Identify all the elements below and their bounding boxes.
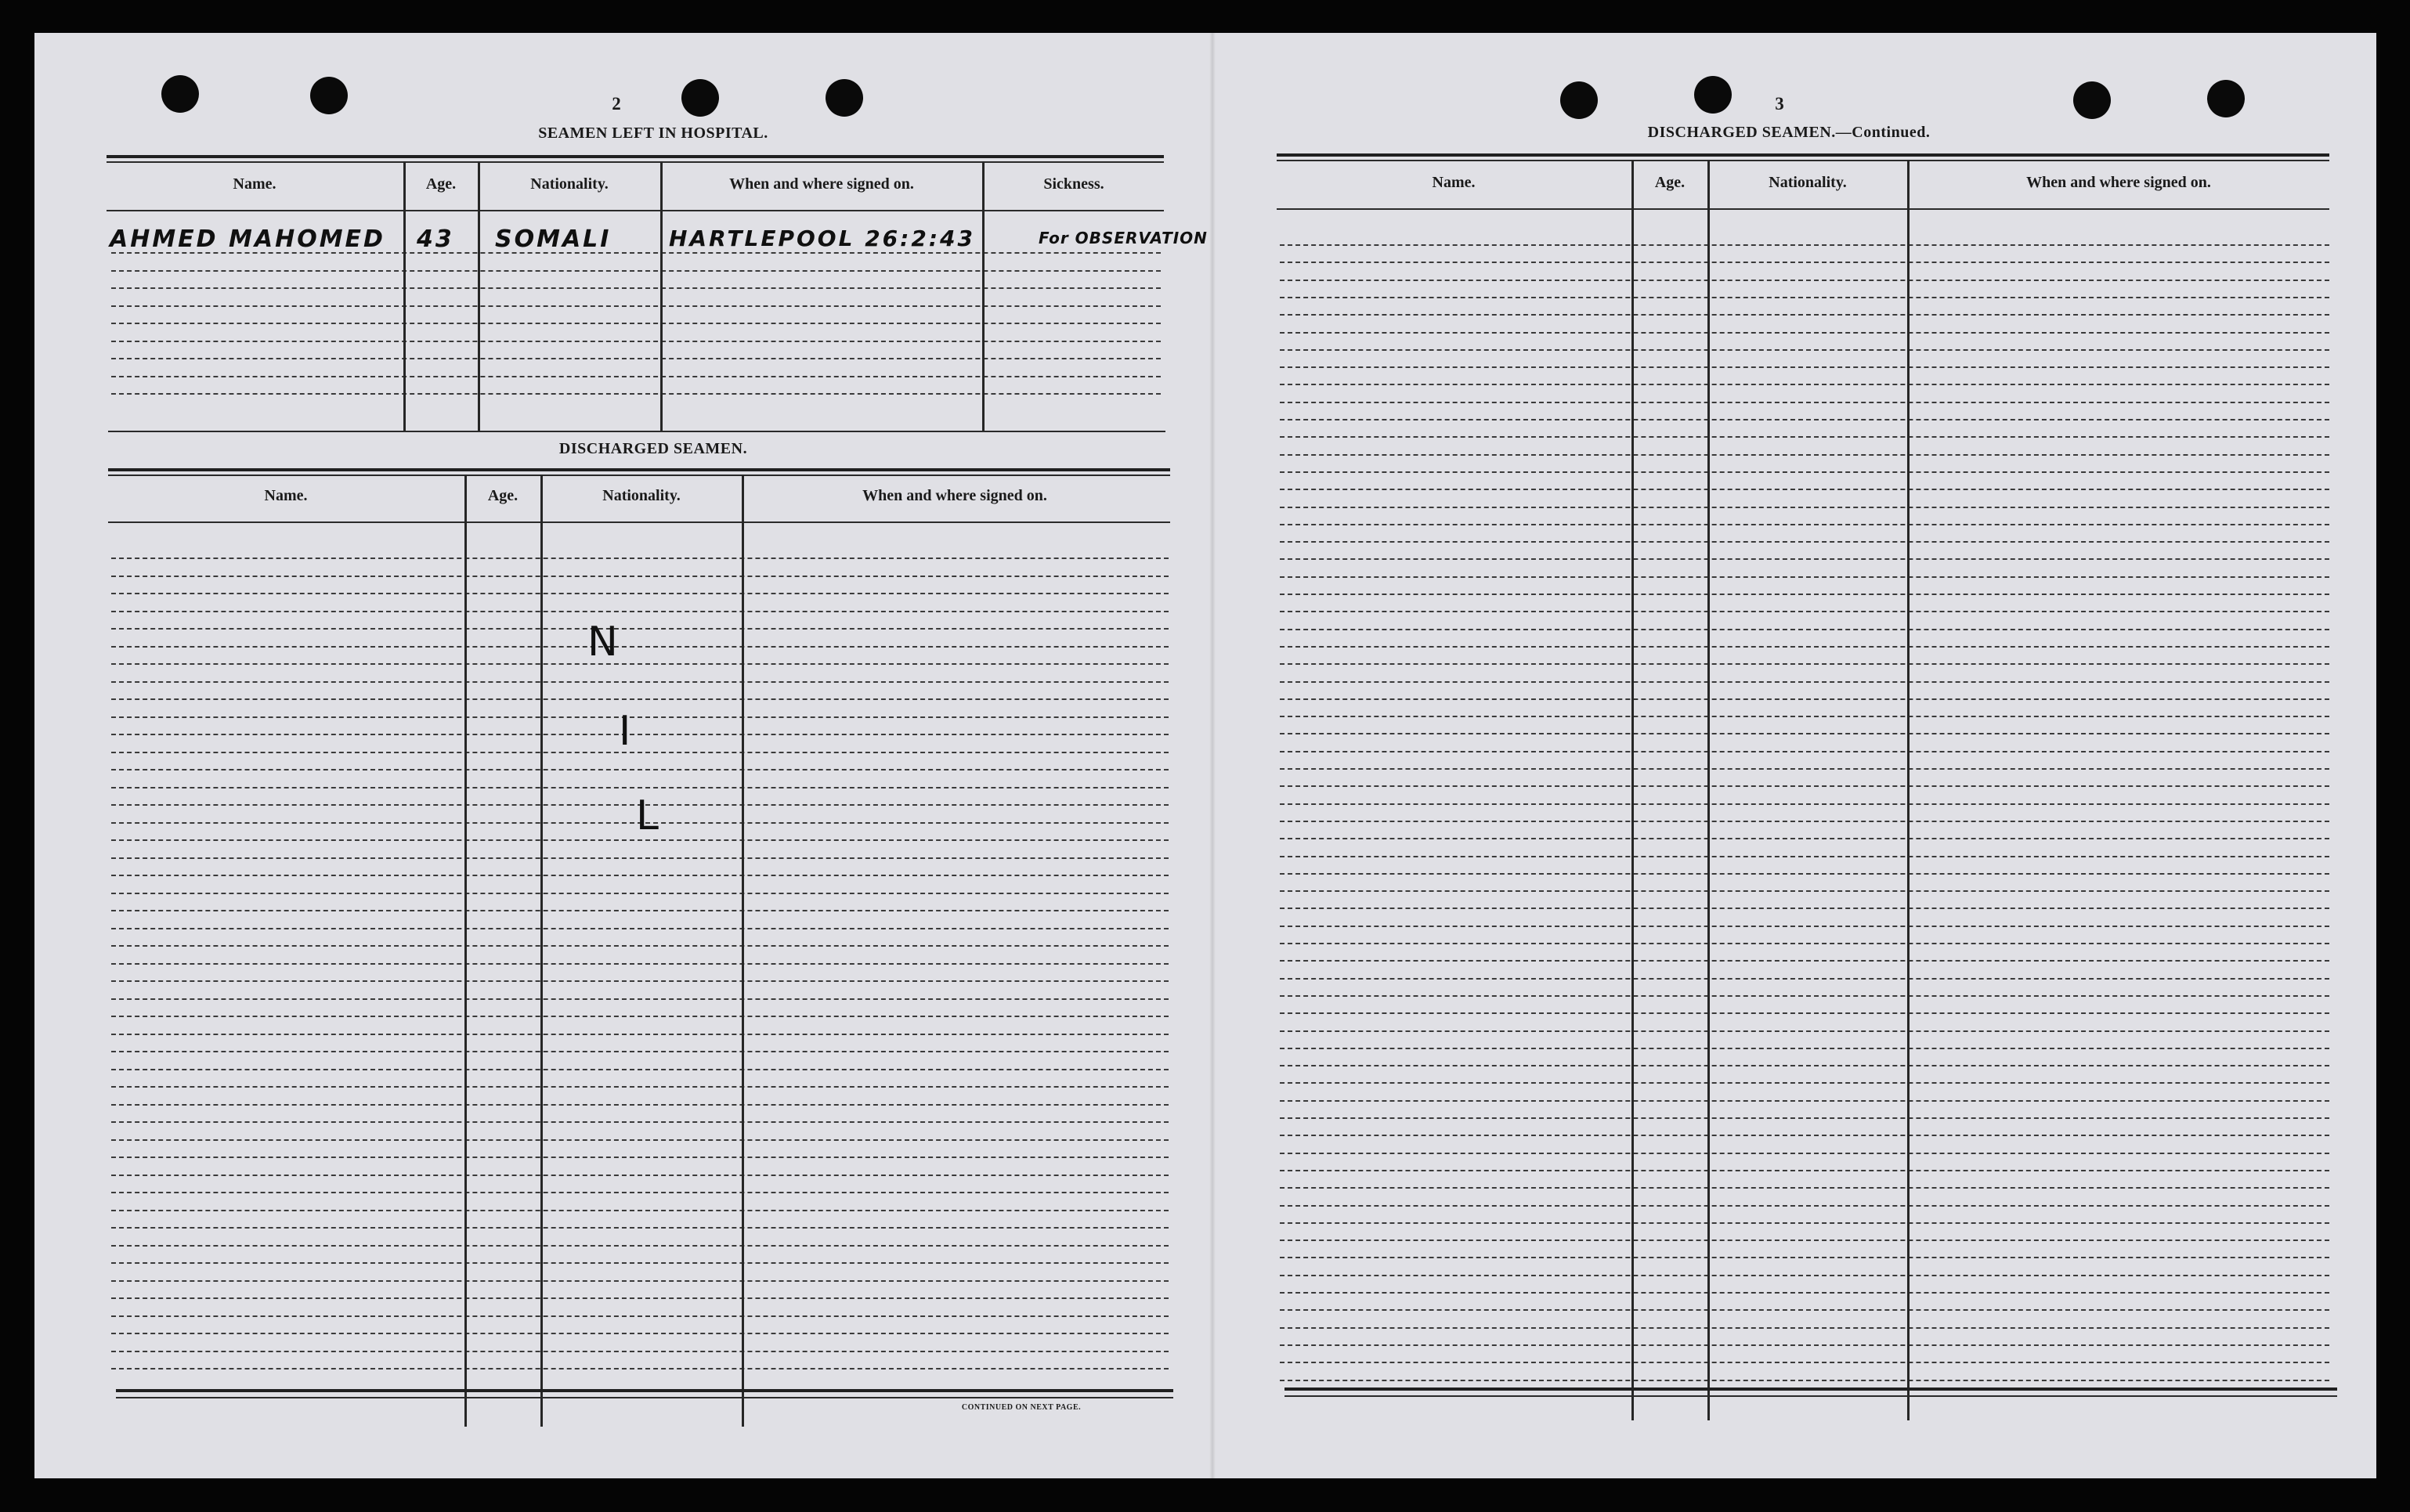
ruled-line: [1280, 366, 2329, 368]
ruled-line: [1280, 1187, 2329, 1189]
ruled-line: [111, 646, 1169, 648]
ruled-line: [1280, 1030, 2329, 1032]
hospital-top-rule: [107, 155, 1164, 158]
ruled-line: [1280, 244, 2329, 246]
hospital-col-divider: [403, 161, 406, 431]
ruled-line: [1280, 1100, 2329, 1102]
hospital-entry-sickness: For OBSERVATION: [1039, 229, 1208, 247]
ruled-line: [1280, 1135, 2329, 1136]
ruled-line: [1280, 1240, 2329, 1241]
ruled-line: [111, 305, 1161, 307]
page-fold: [1209, 33, 1216, 1478]
ruled-line: [111, 663, 1169, 665]
ruled-line: [1280, 751, 2329, 752]
hospital-header-age: Age.: [425, 175, 457, 193]
ruled-line: [111, 270, 1161, 272]
ruled-line: [1280, 297, 2329, 298]
ruled-line: [1280, 926, 2329, 927]
ruled-line: [111, 341, 1161, 342]
ruled-line: [1280, 803, 2329, 805]
punch-hole: [2073, 81, 2111, 119]
ruled-line: [1280, 489, 2329, 490]
ruled-line: [111, 963, 1169, 965]
right-header-age: Age.: [1654, 174, 1686, 191]
hospital-header-signed-on: When and where signed on.: [729, 175, 914, 193]
ruled-line: [111, 1175, 1169, 1176]
ruled-line: [1280, 1082, 2329, 1084]
ruled-line: [111, 1351, 1169, 1352]
ruled-line: [1280, 436, 2329, 438]
ruled-line: [1280, 507, 2329, 508]
hospital-top-rule-2: [107, 161, 1164, 163]
ruled-line: [111, 1192, 1169, 1193]
hospital-header-nationality: Nationality.: [530, 175, 609, 193]
ruled-line: [111, 1157, 1169, 1158]
ruled-line: [111, 1051, 1169, 1052]
ruled-line: [1280, 471, 2329, 473]
ruled-line: [111, 1104, 1169, 1106]
ruled-line: [1280, 978, 2329, 980]
ruled-line: [111, 681, 1169, 683]
nil-letter-n: N: [587, 619, 618, 666]
hospital-header-rule: [107, 210, 1164, 211]
left-page-number: 2: [612, 94, 621, 114]
ruled-line: [111, 593, 1169, 594]
ruled-line: [1280, 1222, 2329, 1224]
ruled-line: [111, 1227, 1169, 1229]
discharged-col-divider: [742, 475, 744, 1427]
right-header-nationality: Nationality.: [1769, 174, 1847, 191]
ruled-line: [111, 1262, 1169, 1264]
ruled-line: [111, 752, 1169, 753]
right-header-name: Name.: [1432, 174, 1476, 191]
ruled-line: [1280, 681, 2329, 683]
ruled-line: [1280, 1362, 2329, 1363]
ruled-line: [111, 716, 1169, 718]
discharged-header-age: Age.: [487, 487, 518, 504]
ruled-line: [1280, 1344, 2329, 1346]
ruled-line: [111, 928, 1169, 929]
ruled-line: [111, 323, 1161, 324]
right-bottom-rule: [1284, 1388, 2337, 1391]
ruled-line: [1280, 594, 2329, 595]
hospital-section-title: SEAMEN LEFT IN HOSPITAL.: [538, 124, 768, 142]
ruled-line: [1280, 716, 2329, 717]
ruled-line: [1280, 454, 2329, 456]
ruled-line: [1280, 1380, 2329, 1381]
ruled-line: [1280, 629, 2329, 630]
ruled-line: [1280, 384, 2329, 385]
punch-hole: [681, 79, 719, 117]
ruled-line: [1280, 856, 2329, 857]
ruled-line: [1280, 524, 2329, 525]
hospital-col-divider: [478, 161, 480, 431]
ruled-line: [111, 1086, 1169, 1088]
ruled-line: [1280, 785, 2329, 787]
ruled-line: [111, 1069, 1169, 1070]
discharged-section-title: DISCHARGED SEAMEN.: [558, 440, 748, 457]
ruled-line: [111, 1016, 1169, 1017]
ruled-line: [111, 875, 1169, 876]
hospital-col-divider: [982, 161, 985, 431]
discharged-top-rule-2: [108, 475, 1170, 476]
ruled-line: [1280, 1205, 2329, 1207]
right-bottom-rule-2: [1284, 1395, 2337, 1397]
ruled-line: [111, 893, 1169, 894]
ruled-line: [111, 393, 1161, 395]
ruled-line: [111, 376, 1161, 377]
ruled-line: [1280, 332, 2329, 334]
ruled-line: [111, 611, 1169, 612]
ruled-line: [1280, 1012, 2329, 1014]
ruled-line: [1280, 1309, 2329, 1311]
hospital-col-divider: [660, 161, 663, 431]
discharged-header-rule: [108, 521, 1170, 523]
ruled-line: [1280, 1275, 2329, 1276]
ruled-line: [1280, 960, 2329, 962]
ruled-line: [1280, 1065, 2329, 1066]
right-header-rule: [1277, 208, 2329, 210]
ruled-line: [1280, 908, 2329, 909]
ruled-line: [111, 910, 1169, 911]
ruled-line: [1280, 768, 2329, 770]
ruled-line: [111, 287, 1161, 289]
ruled-line: [1280, 995, 2329, 997]
ruled-line: [1280, 314, 2329, 316]
punch-hole: [1560, 81, 1598, 119]
hospital-header-sickness: Sickness.: [1043, 175, 1104, 193]
ruled-line: [111, 1245, 1169, 1247]
ruled-line: [111, 980, 1169, 982]
ruled-line: [1280, 1117, 2329, 1119]
hospital-entry-age: 43: [417, 226, 454, 253]
ruled-line: [111, 787, 1169, 788]
ruled-line: [1280, 262, 2329, 263]
ruled-line: [111, 698, 1169, 700]
ruled-line: [111, 358, 1161, 359]
ruled-line: [111, 734, 1169, 735]
discharged-bottom-rule: [116, 1389, 1173, 1392]
hospital-header-name: Name.: [233, 175, 276, 193]
discharged-header-signed-on: When and where signed on.: [862, 487, 1047, 504]
nil-letter-i: I: [619, 708, 631, 755]
ruled-line: [1280, 611, 2329, 612]
right-col-divider: [1631, 160, 1634, 1420]
nil-letter-l: L: [636, 792, 659, 839]
right-top-rule: [1277, 153, 2329, 157]
right-header-signed-on: When and where signed on.: [2026, 174, 2211, 191]
punch-hole: [1694, 76, 1732, 114]
ruled-line: [1280, 663, 2329, 665]
right-section-title: DISCHARGED SEAMEN.—Continued.: [1647, 124, 1931, 141]
ruled-line: [111, 1333, 1169, 1334]
ruled-line: [1280, 943, 2329, 944]
punch-hole: [2207, 80, 2245, 117]
ruled-line: [111, 998, 1169, 1000]
discharged-bottom-rule-2: [116, 1397, 1173, 1398]
ruled-line: [111, 769, 1169, 770]
hospital-entry-nationality: SOMALI: [495, 226, 612, 253]
ruled-line: [111, 1139, 1169, 1141]
ruled-line: [111, 1297, 1169, 1299]
ruled-line: [1280, 646, 2329, 648]
discharged-top-rule: [108, 468, 1170, 471]
ruled-line: [111, 1280, 1169, 1282]
continued-note: CONTINUED ON NEXT PAGE.: [961, 1403, 1082, 1412]
ruled-line: [1280, 402, 2329, 403]
ruled-line: [1280, 1048, 2329, 1049]
ruled-line: [1280, 1257, 2329, 1258]
right-page-number: 3: [1775, 94, 1784, 114]
punch-hole: [826, 79, 863, 117]
ruled-line: [111, 1368, 1169, 1369]
discharged-col-divider: [540, 475, 543, 1427]
punch-hole: [310, 77, 348, 114]
ruled-line: [1280, 1292, 2329, 1294]
ruled-line: [1280, 890, 2329, 892]
ruled-line: [111, 857, 1169, 859]
ruled-line: [1280, 541, 2329, 543]
right-top-rule-2: [1277, 160, 2329, 161]
ruled-line: [111, 839, 1169, 841]
ruled-line: [111, 1210, 1169, 1211]
register-sheet: [34, 33, 2376, 1478]
ruled-line: [1280, 698, 2329, 700]
ruled-line: [111, 945, 1169, 947]
ruled-line: [111, 628, 1169, 630]
ruled-line: [1280, 1153, 2329, 1154]
ruled-line: [1280, 419, 2329, 420]
discharged-header-nationality: Nationality.: [602, 487, 681, 504]
ruled-line: [111, 1034, 1169, 1035]
ruled-line: [1280, 873, 2329, 875]
ruled-line: [1280, 1170, 2329, 1171]
ruled-line: [111, 252, 1161, 254]
ruled-line: [1280, 576, 2329, 578]
ruled-line: [111, 576, 1169, 577]
ruled-line: [111, 558, 1169, 559]
right-col-divider: [1707, 160, 1710, 1420]
ruled-line: [1280, 821, 2329, 822]
discharged-header-name: Name.: [264, 487, 308, 504]
discharged-col-divider: [464, 475, 467, 1427]
ruled-line: [111, 1315, 1169, 1317]
hospital-bottom-rule: [108, 431, 1165, 432]
ruled-line: [1280, 1327, 2329, 1329]
ruled-line: [111, 1121, 1169, 1123]
punch-hole: [161, 75, 199, 113]
ruled-line: [1280, 280, 2329, 281]
hospital-entry-name: AHMED MAHOMED: [110, 226, 385, 253]
ruled-line: [1280, 558, 2329, 560]
ruled-line: [1280, 349, 2329, 351]
right-col-divider: [1907, 160, 1910, 1420]
ruled-line: [1280, 733, 2329, 734]
ruled-line: [1280, 838, 2329, 839]
hospital-entry-signed-on: HARTLEPOOL 26:2:43: [669, 226, 975, 251]
